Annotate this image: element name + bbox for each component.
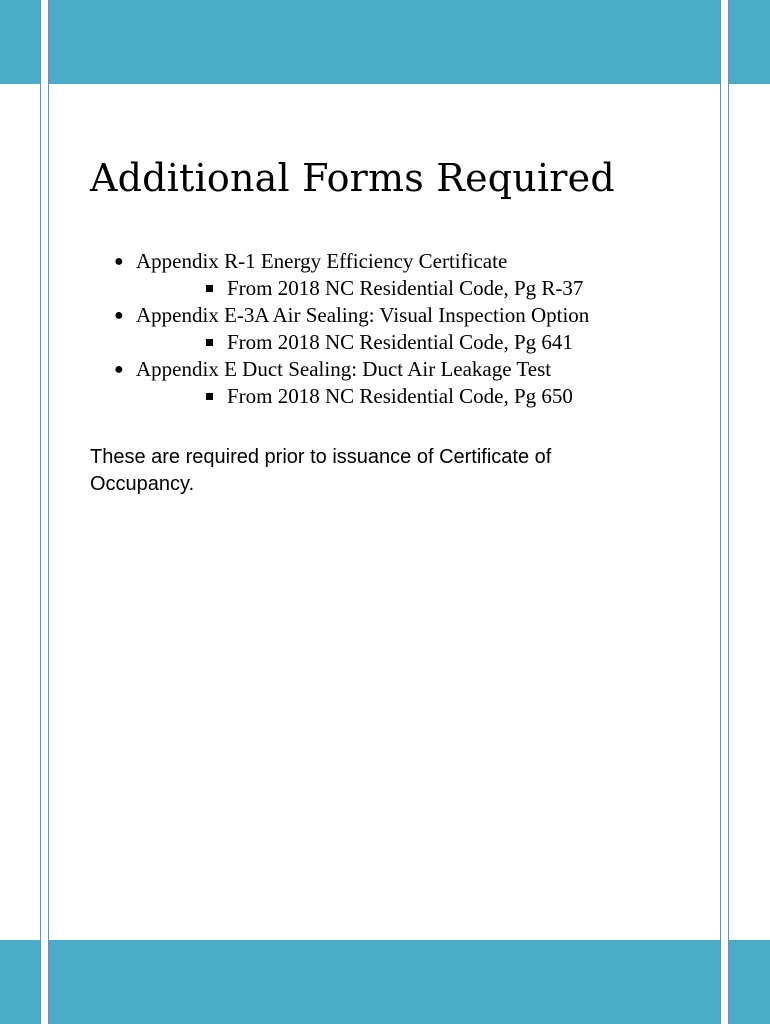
top-band-right [729, 0, 770, 84]
form-source: From 2018 NC Residential Code, Pg R-37 [227, 276, 584, 300]
form-label: Appendix E-3A Air Sealing: Visual Inspection Option [136, 303, 590, 327]
sub-list-item [136, 329, 700, 356]
form-label: Appendix R-1 Energy Efficiency Certificate [136, 249, 508, 273]
page-title: Additional Forms Required [90, 156, 615, 200]
bottom-band-left [0, 940, 40, 1024]
bullet-icon: ● [114, 361, 124, 378]
list-item [90, 356, 700, 410]
top-band-left [0, 0, 40, 84]
form-source: From 2018 NC Residential Code, Pg 641 [227, 330, 573, 354]
occupancy-note: These are required prior to issuance of Certificate of Occupancy. [90, 446, 552, 495]
square-bullet-icon [206, 393, 213, 400]
forms-list [90, 248, 700, 410]
bullet-icon: ● [114, 307, 124, 324]
sub-list [136, 383, 700, 410]
form-source: From 2018 NC Residential Code, Pg 650 [227, 384, 573, 408]
sub-list [136, 275, 700, 302]
bullet-icon: ● [114, 253, 124, 270]
sub-list-item [136, 275, 700, 302]
page-border-rule [720, 0, 721, 1024]
square-bullet-icon [206, 285, 213, 292]
list-item [90, 248, 700, 302]
sub-list-item [136, 383, 700, 410]
form-label: Appendix E Duct Sealing: Duct Air Leakage Test [136, 357, 552, 381]
page-border-rule [40, 0, 41, 1024]
bottom-band-right [729, 940, 770, 1024]
top-band [49, 0, 720, 84]
square-bullet-icon [206, 339, 213, 346]
list-item [90, 302, 700, 356]
page-border-rule [48, 0, 49, 1024]
page-content [90, 150, 700, 518]
page-border-rule [728, 0, 729, 1024]
sub-list [136, 329, 700, 356]
bottom-band [49, 940, 720, 1024]
